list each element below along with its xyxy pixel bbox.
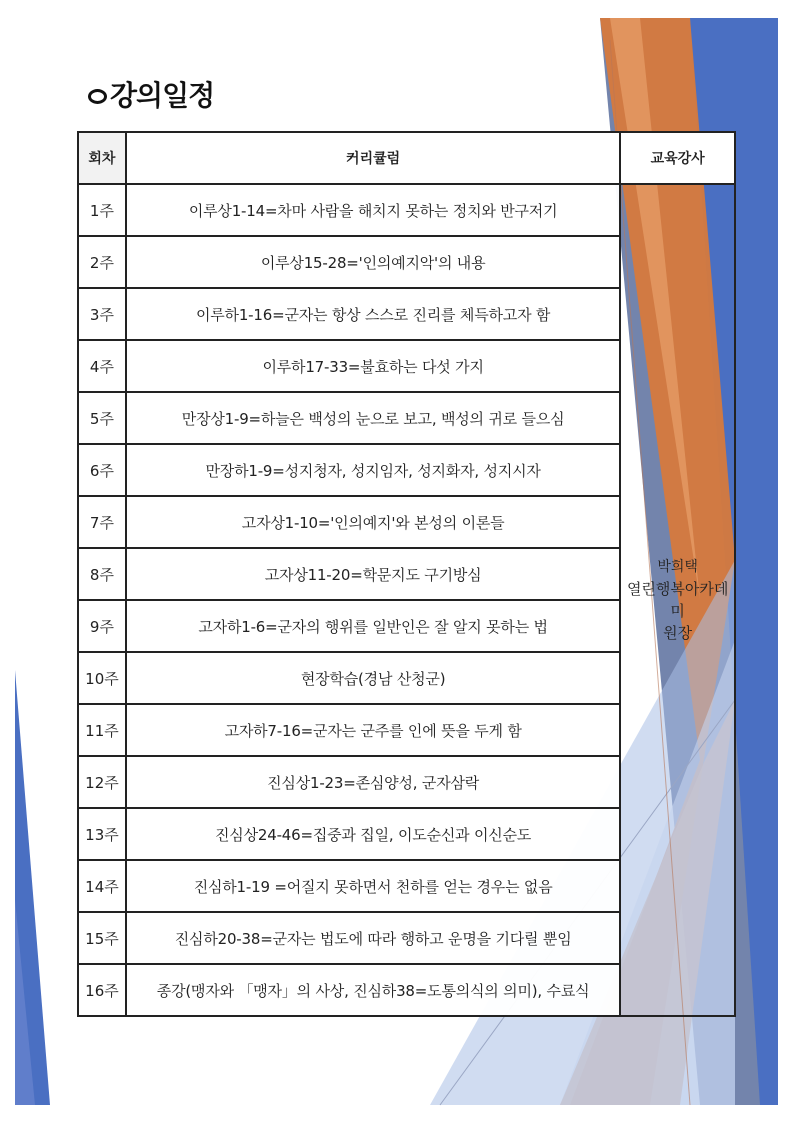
week-cell: 3주 [78,288,126,340]
curriculum-cell: 이루하1-16=군자는 항상 스스로 진리를 체득하고자 함 [126,288,620,340]
week-cell: 14주 [78,860,126,912]
week-cell: 5주 [78,392,126,444]
curriculum-cell: 종강(맹자와 「맹자」의 사상, 진심하38=도통의식의 의미), 수료식 [126,964,620,1016]
table-row [78,184,735,236]
week-cell: 7주 [78,496,126,548]
curriculum-cell: 현장학습(경남 산청군) [126,652,620,704]
curriculum-cell: 이루하17-33=불효하는 다섯 가지 [126,340,620,392]
page-title-text: 강의일정 [110,79,215,112]
curriculum-cell: 만장하1-9=성지청자, 성지임자, 성지화자, 성지시자 [126,444,620,496]
curriculum-cell: 진심상24-46=집중과 집일, 이도순신과 이신순도 [126,808,620,860]
curriculum-cell: 고자하1-6=군자의 행위를 일반인은 잘 알지 못하는 법 [126,600,620,652]
week-cell: 12주 [78,756,126,808]
curriculum-cell: 만장상1-9=하늘은 백성의 눈으로 보고, 백성의 귀로 들으심 [126,392,620,444]
week-cell: 4주 [78,340,126,392]
instructor-cell [620,184,735,1016]
week-cell: 11주 [78,704,126,756]
instructor-name: 박희택 [657,559,698,575]
curriculum-cell: 이루상15-28='인의예지악'의 내용 [126,236,620,288]
week-cell: 2주 [78,236,126,288]
week-cell: 10주 [78,652,126,704]
week-cell: 16주 [78,964,126,1016]
curriculum-cell: 고자상11-20=학문지도 구기방심 [126,548,620,600]
page-title [88,74,214,114]
instructor-role: 원장 [663,624,693,642]
table-header-row [78,132,735,184]
curriculum-cell: 이루상1-14=차마 사람을 해치지 못하는 정치와 반구저기 [126,184,620,236]
schedule-table [77,131,736,1017]
header-week: 회차 [78,132,126,184]
header-curriculum: 커리큘럼 [126,132,620,184]
curriculum-cell: 고자하7-16=군자는 군주를 인에 뜻을 두게 함 [126,704,620,756]
curriculum-cell: 진심상1-23=존심양성, 군자삼락 [126,756,620,808]
curriculum-cell: 진심하20-38=군자는 법도에 따라 행하고 운명을 기다릴 뿐임 [126,912,620,964]
week-cell: 13주 [78,808,126,860]
bullet-icon [88,89,107,104]
week-cell: 1주 [78,184,126,236]
instructor-affiliation: 열린행복아카데미 [626,580,729,620]
week-cell: 15주 [78,912,126,964]
curriculum-cell: 진심하1-19 =어질지 못하면서 천하를 얻는 경우는 없음 [126,860,620,912]
curriculum-cell: 고자상1-10='인의예지'와 본성의 이론들 [126,496,620,548]
week-cell: 8주 [78,548,126,600]
week-cell: 6주 [78,444,126,496]
week-cell: 9주 [78,600,126,652]
header-instructor: 교육강사 [620,132,735,184]
